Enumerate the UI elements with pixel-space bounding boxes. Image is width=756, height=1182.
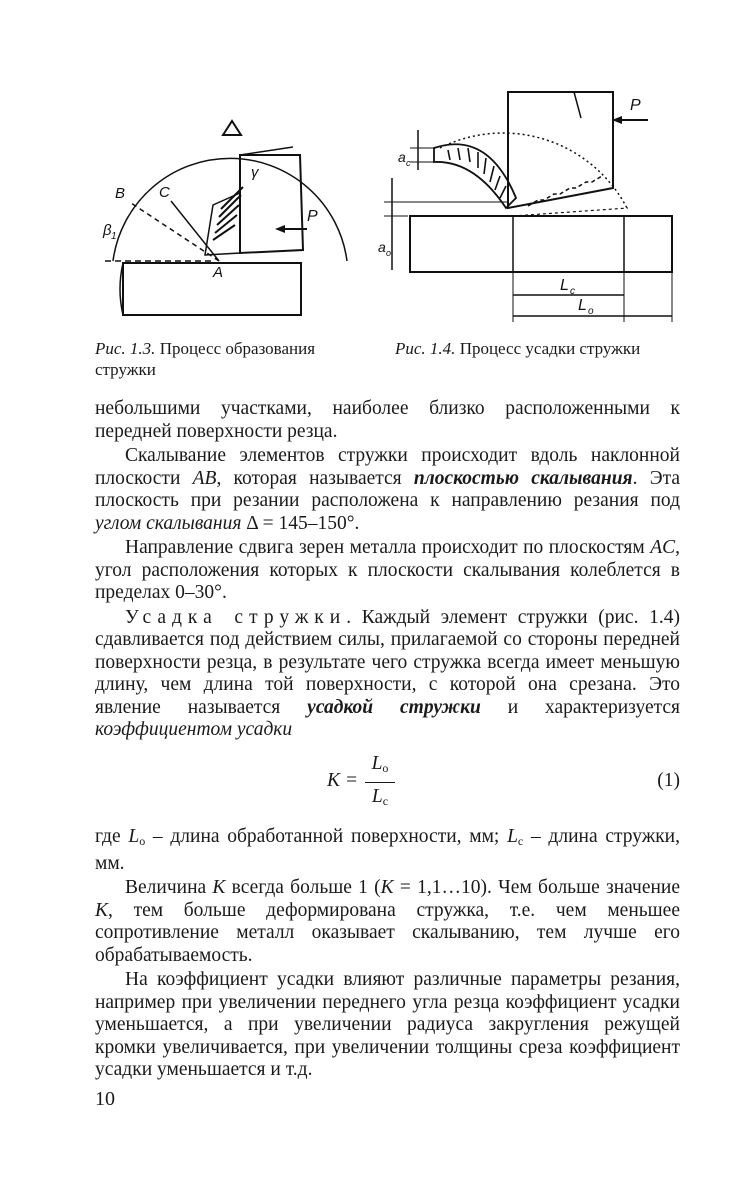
figure-1-3 [95,115,365,325]
text-run: всегда больше 1 ( [225,877,381,898]
figure-1-4-caption [395,338,680,359]
text-run: – длина стружки, мм. [95,826,680,874]
section-heading-inline: Усадка стружки [125,606,347,628]
formula-1 [95,752,680,812]
paragraph [95,607,680,742]
text-run: K [380,877,394,898]
label-beta-subscript: 1 [111,231,117,242]
text-run: L [128,826,140,847]
subscript: c [382,794,389,808]
text-run: – длина обработанной поверхности, мм; [145,826,508,847]
text-run: L [371,753,383,774]
caption-text: Процесс образования стружки [95,339,316,379]
label-l-o: L [578,297,587,314]
label-l-o-subscript: o [588,306,594,317]
subscript: o [139,834,146,848]
formula-denominator [365,785,395,813]
label-a: A [213,264,224,281]
text-run: и характеризуется [480,696,680,718]
formula-lhs: K = [327,770,359,791]
label-p: P [307,208,318,225]
subscript: o [382,761,389,775]
body-text-upper [95,398,680,742]
caption-text: Процесс усадки стружки [459,339,641,358]
text-run: Направление сдвига зерен металла происходит по плоскостям [125,537,651,558]
label-c: C [159,184,170,201]
text-run: AB [192,467,217,489]
chip-formation-diagram [95,115,365,325]
formula-fraction [365,752,395,813]
body-text-lower [95,826,680,1082]
delta-symbol [223,121,241,135]
chip-shrinkage-diagram [378,90,678,330]
caption-label: Рис. 1.4. [395,339,456,358]
text-run: L [507,826,518,847]
text-run: L [371,786,383,807]
paragraph: На коэффициент усадки влияют различные параметры резания, например при увеличении переднего угла резца коэффициент усадки уменьшается, а при увеличении радиуса закругления режущей кромки увеличивается, при увеличении толщины среза коэффициент усадки уменьшается и т.д. [95,969,680,1080]
text-run: Скалывание элементов стружки происходит вдоль наклонной плоскости [95,445,680,489]
label-a-o-subscript: o [386,248,392,258]
label-l-c-subscript: c [570,286,575,297]
term-chip-shrinkage: усадкой стружки [307,696,481,718]
label-gamma: γ [251,164,259,181]
label-a-c-subscript: c [406,158,411,168]
text-run: , тем больше деформирована стружка, т.е. чем меньшее сопротивление металл оказывает скалыванию, тем лучше его обрабатываемость. [95,899,680,966]
paragraph [95,826,680,875]
term-shear-plane: плоскостью скалывания [413,467,633,489]
text-run: , которая называется [216,467,414,489]
text-run: . Каждый элемент стружки (рис. 1.4) сдавливается под действием силы, прилагаемой со стороны передней поверхности резца, в результате чего стружка всегда имеет меньшую длину, чем длина той поверхности, с которой она срезана. Это явление называется [95,606,680,718]
text-run: AC [650,537,676,558]
formula-number: (1) [657,770,680,791]
term-shrinkage-coefficient: коэффициентом усадки [95,719,293,740]
label-b: B [115,185,126,202]
label-a-o: a [378,239,386,255]
label-beta: β [103,222,112,239]
figure-1-3-caption [95,338,355,380]
figure-1-4 [378,90,678,330]
label-p: P [630,97,641,114]
page-number: 10 [95,1088,115,1110]
label-a-c: a [398,149,406,165]
paragraph [95,537,680,605]
fraction-bar [365,782,395,783]
label-l-c: L [560,277,569,294]
text-run: где [95,826,129,847]
text-run: = 1,1…10). Чем больше значение [393,877,680,898]
term-shear-angle: углом скалывания [95,512,242,534]
subscript: c [517,834,524,848]
text-run: K [95,899,109,921]
text-run: Величина [125,877,213,898]
text-run: Δ = 145–150°. [241,512,360,534]
text-run: . Эта плоскость при резании расположена к направлению резания под [95,467,680,511]
paragraph [95,877,680,967]
paragraph: небольшими участками, наиболее близко расположенными к передней поверхности резца. [95,398,680,442]
formula-numerator [365,752,395,780]
paragraph [95,445,680,535]
text-run: K [212,877,226,898]
text-run: , угол расположения которых к плоскости скалывания колеблется в пределах 0–30°. [95,537,680,603]
caption-label: Рис. 1.3. [95,339,156,358]
